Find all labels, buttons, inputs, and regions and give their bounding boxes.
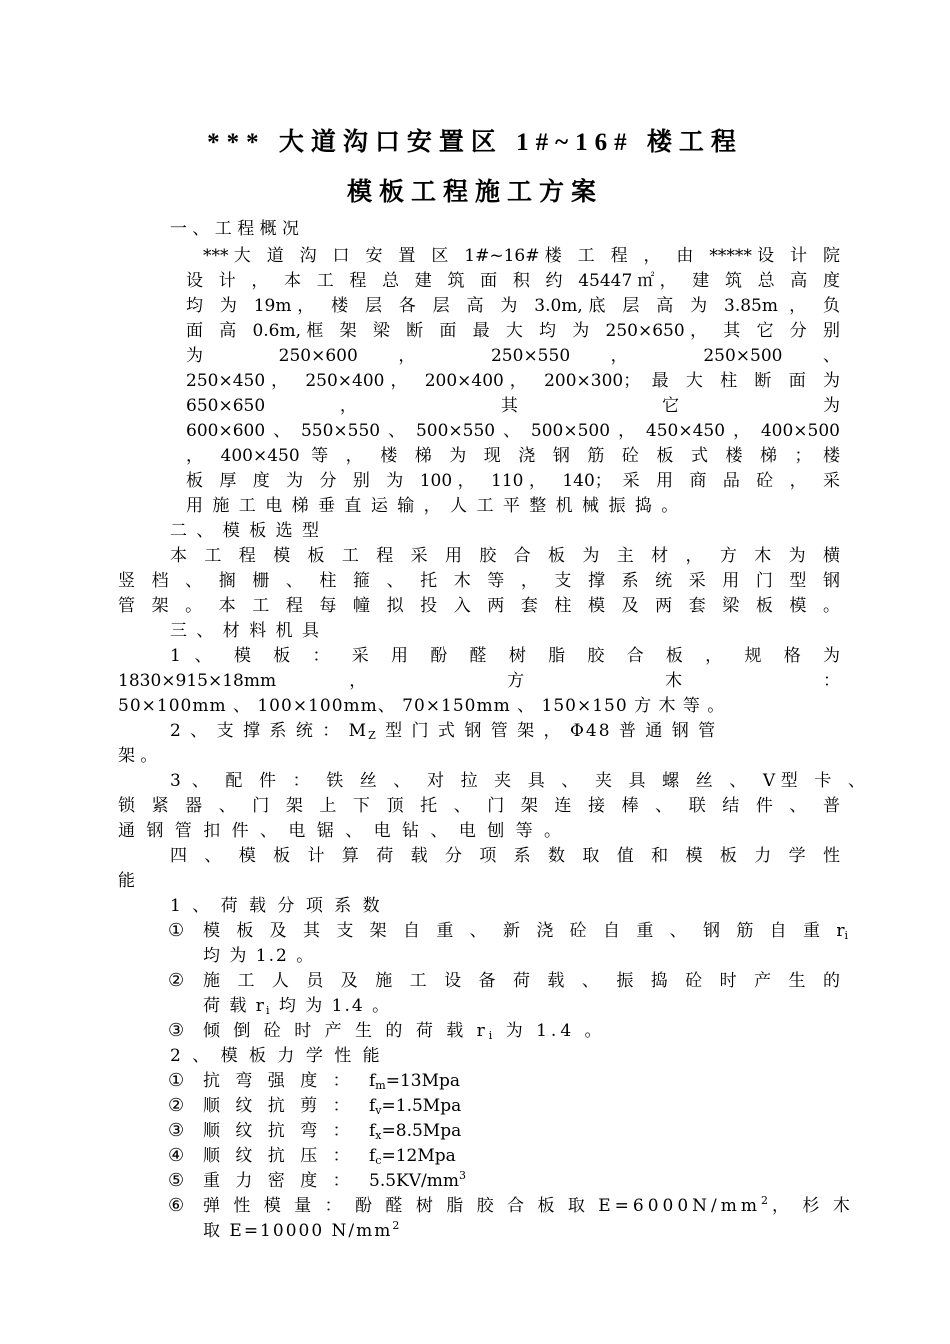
prop-4-number: =12Mpa <box>381 1146 456 1166</box>
prop-1-value <box>369 1070 460 1092</box>
document-subtitle: 模板工程施工方案 <box>346 179 603 206</box>
s3-item1-line1: 1 、 模 板 ： 采 用 酚 醛 树 脂 胶 合 板 ， 规 格 为 <box>170 646 840 666</box>
s4-f2-text-a: 荷 载 r <box>203 996 266 1016</box>
prop-4-symbol: f <box>369 1146 376 1166</box>
s1-line-0: ***大 道 沟 口 安 置 区 1#~16#楼 工 程 ， 由 *****设 计 院 <box>203 246 840 266</box>
circled-1-marker-b: ① <box>168 1070 185 1091</box>
s4-f1-line1 <box>203 920 848 944</box>
prop-6-superscript-2: 2 <box>392 1219 402 1232</box>
prop-3-value <box>369 1120 461 1142</box>
s1-line-2: 均 为 19m， 楼 层 各 层 高 为 3.0m,底 层 高 为 3.85m ， 负 <box>186 296 840 316</box>
prop-4-subscript: c <box>375 1154 382 1167</box>
s4-f2-line2 <box>203 995 391 1017</box>
prop-2-number: =1.5Mpa <box>381 1096 462 1116</box>
document-title: *** 大道沟口安置区 1#~16# 楼工程 <box>207 129 743 156</box>
s4-f2-subscript: i <box>265 1004 272 1017</box>
s4-f3-text-b: 为 1.4 。 <box>496 1021 606 1041</box>
s4-f1-subscript: i <box>844 929 848 942</box>
s3-item2-text-b: 型 门 式 钢 管 架 ， Φ48 普 通 钢 管 <box>377 721 718 741</box>
section-2-heading: 二 、 模 板 选 型 <box>170 521 322 541</box>
s4-f3-subscript: i <box>488 1029 497 1042</box>
section-3-heading: 三 、 材 料 机 具 <box>170 621 322 641</box>
s3-item1-line2: 1830×915×18mm ， 方 木 ： <box>118 671 840 691</box>
prop-6-text-b: ， 杉 木 <box>772 1196 854 1216</box>
s3-item2-line2: 架 。 <box>118 746 158 766</box>
s4-f2-text-b: 均 为 1.4 。 <box>271 996 392 1016</box>
circled-6-marker: ⑥ <box>168 1195 185 1216</box>
prop-2-label: 顺 纹 抗 剪 ： <box>203 1096 355 1116</box>
s1-line-8: ， 400×450 等 ， 楼 梯 为 现 浇 钢 筋 砼 板 式 楼 梯 ； 楼 <box>186 446 840 466</box>
prop-4-label: 顺 纹 抗 压 ： <box>203 1146 355 1166</box>
prop-3-label: 顺 纹 抗 弯 ： <box>203 1121 355 1141</box>
prop-2-subscript: v <box>375 1104 382 1117</box>
s1-line-6: 650×650 ， 其 它 为 <box>186 396 840 416</box>
s3-item1-line3: 50×100mm 、 100×100mm、 70×150mm 、 150×150 方 木 等 。 <box>118 696 726 716</box>
prop-6-superscript-1: 2 <box>761 1194 773 1207</box>
section-1-heading: 一 、 工 程 概 况 <box>170 219 300 239</box>
s4-f2-line1: 施 工 人 员 及 施 工 设 备 荷 载 、 振 捣 砼 时 产 生 的 <box>203 971 840 991</box>
s2-line-0: 本 工 程 模 板 工 程 采 用 胶 合 板 为 主 材 ， 方 木 为 横 <box>170 546 840 566</box>
circled-3-marker-b: ③ <box>168 1120 185 1141</box>
circled-1-marker: ① <box>168 920 185 941</box>
s1-line-9: 板 厚 度 为 分 别 为 100， 110， 140； 采 用 商 品 砼 ， 采 <box>186 471 840 491</box>
prop-3-number: =8.5Mpa <box>381 1121 462 1141</box>
s1-line-1: 设 计 ， 本 工 程 总 建 筑 面 积 约 45447㎡， 建 筑 总 高 度 <box>186 271 840 291</box>
prop-1-symbol: f <box>369 1071 376 1091</box>
s3-item3-line3: 通 钢 管 扣 件 、 电 锯 、 电 钻 、 电 刨 等 。 <box>118 821 565 841</box>
s3-item3-line1: 3 、 配 件 ： 铁 丝 、 对 拉 夹 具 、 夹 具 螺 丝 、 V型 卡 、 <box>170 771 865 791</box>
prop-6-text-a: 弹 性 模 量 ： 酚 醛 树 脂 胶 合 板 取 E=6000N/mm <box>203 1196 762 1216</box>
s1-line-10: 用 施 工 电 梯 垂 直 运 输 ， 人 工 平 整 机 械 振 捣 。 <box>186 496 681 516</box>
prop-1-subscript: m <box>375 1079 386 1092</box>
s4-f1-text: 模 板 及 其 支 架 自 重 、 新 浇 砼 自 重 、 钢 筋 自 重 r <box>203 921 845 941</box>
s3-item2-text-a: 2 、 支 撑 系 统 ： M <box>170 721 369 741</box>
s4-sub2-heading: 2 、 模 板 力 学 性 能 <box>170 1046 383 1066</box>
section-4-heading: 四 、 模 板 计 算 荷 载 分 项 系 数 取 值 和 模 板 力 学 性 <box>170 846 840 866</box>
prop-2-symbol: f <box>369 1096 376 1116</box>
s4-f3-line <box>203 1020 606 1042</box>
section-4-heading-cont: 能 <box>118 871 135 891</box>
circled-2-marker: ② <box>168 970 185 991</box>
prop-5-number: 5.5KV/mm <box>369 1171 459 1191</box>
prop-4-value <box>369 1145 456 1167</box>
s4-sub1-heading: 1 、 荷 载 分 项 系 数 <box>170 896 383 916</box>
s1-line-5: 250×450， 250×400， 200×400， 200×300； 最 大 柱 断 面 为 <box>186 371 840 391</box>
prop-5-value <box>369 1170 466 1192</box>
s1-line-3: 面 高 0.6m,框 架 梁 断 面 最 大 均 为 250×650， 其 它 分 别 <box>186 321 840 341</box>
s3-item2-line1 <box>170 720 717 742</box>
s4-f3-text-a: 倾 倒 砼 时 产 生 的 荷 载 r <box>203 1021 489 1041</box>
s3-item2-subscript: Z <box>368 729 378 742</box>
s2-line-1: 竖 档 、 搁 栅 、 柱 箍 、 托 木 等 ， 支 撑 系 统 采 用 门 型 钢 <box>118 571 840 591</box>
prop-6-line2 <box>203 1220 401 1242</box>
prop-1-label: 抗 弯 强 度 ： <box>203 1071 355 1091</box>
s2-line-2: 管 架 。 本 工 程 每 幢 拟 投 入 两 套 柱 模 及 两 套 梁 板 模 。 <box>118 596 840 616</box>
prop-5-label: 重 力 密 度 ： <box>203 1171 355 1191</box>
circled-4-marker: ④ <box>168 1145 185 1166</box>
prop-1-number: =13Mpa <box>385 1071 461 1091</box>
prop-6-text-c: 取 E=10000 N/mm <box>203 1221 393 1241</box>
prop-6-line1 <box>203 1194 854 1217</box>
s1-line-4: 为 250×600 ， 250×550 ， 250×500 、 <box>186 346 840 366</box>
prop-2-value <box>369 1095 461 1117</box>
s4-f1-line2: 均 为 1.2 。 <box>203 946 316 966</box>
circled-5-marker: ⑤ <box>168 1170 185 1191</box>
s3-item3-line2: 锁 紧 器 、 门 架 上 下 顶 托 、 门 架 连 接 棒 、 联 结 件 、 普 <box>118 796 840 816</box>
prop-3-symbol: f <box>369 1121 376 1141</box>
prop-3-subscript: x <box>375 1129 382 1142</box>
prop-5-superscript: 3 <box>458 1169 466 1182</box>
s1-line-7: 600×600 、 550×550 、 500×550 、 500×500 ， 450×450 ， 400×500 <box>186 421 840 441</box>
circled-2-marker-b: ② <box>168 1095 185 1116</box>
circled-3-marker: ③ <box>168 1020 185 1041</box>
